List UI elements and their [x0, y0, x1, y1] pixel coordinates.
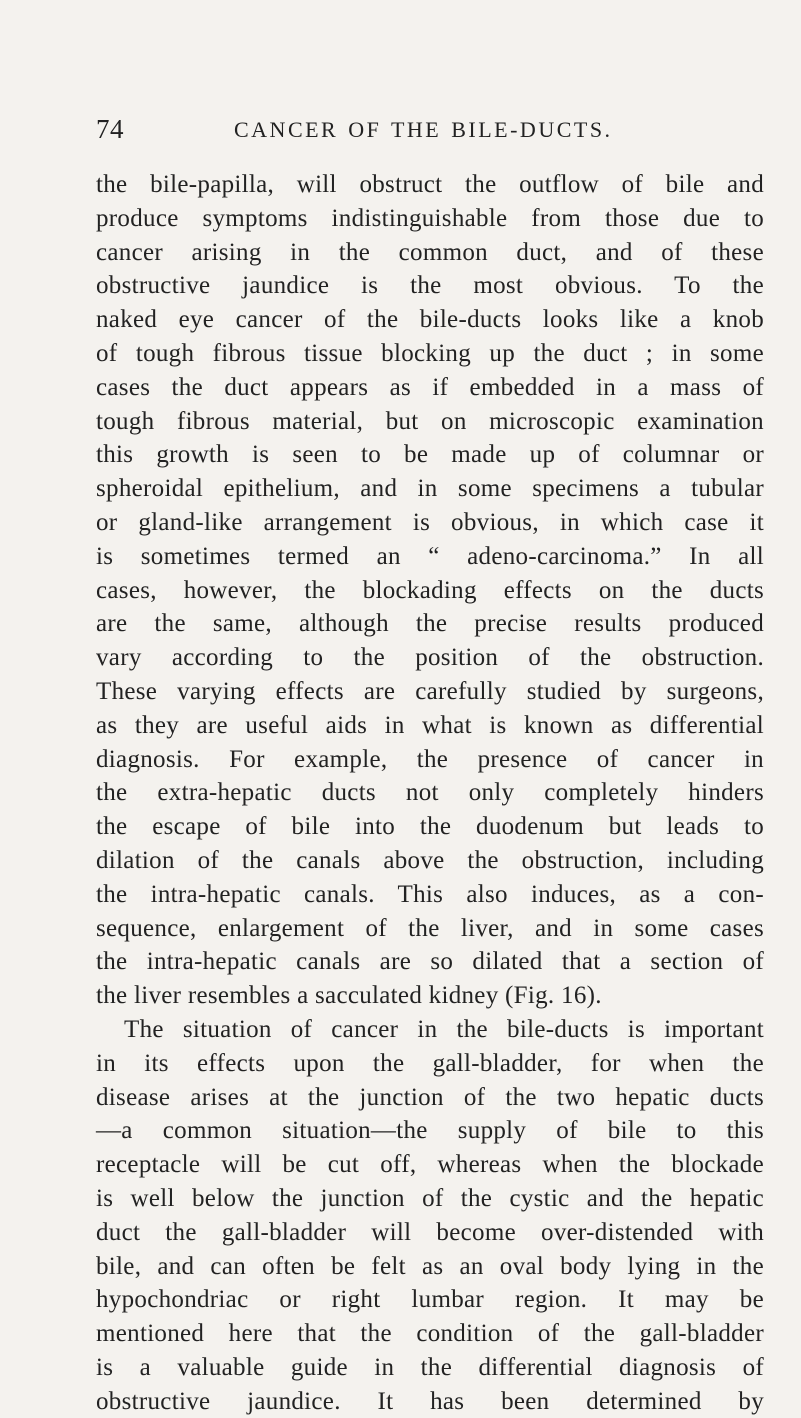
text-line: the escape of bile into the duodenum but leads to	[96, 813, 764, 841]
text-line: is sometimes termed an “ adeno-carcinoma.” In all	[96, 542, 764, 570]
text-line: the liver resembles a sacculated kidney (Fig. 16).	[96, 982, 602, 1010]
text-line: the intra-hepatic canals. This also induces, as a con-	[96, 880, 764, 908]
page-number: 74	[96, 114, 124, 144]
text-line: naked eye cancer of the bile-ducts looks like a knob	[96, 306, 764, 334]
text-line: the extra-hepatic ducts not only completely hinders	[96, 779, 764, 807]
text-line: in its effects upon the gall-bladder, for when the	[96, 1049, 764, 1077]
text-line: cases, however, the blockading effects on the ducts	[96, 576, 764, 604]
text-line: cases the duct appears as if embedded in a mass of	[96, 373, 764, 401]
text-line: produce symptoms indistinguishable from those due to	[96, 204, 764, 232]
text-line: diagnosis. For example, the presence of cancer in	[96, 745, 764, 773]
text-line: —a common situation—the supply of bile to this	[96, 1117, 764, 1145]
text-line: receptacle will be cut off, whereas when the blockade	[96, 1151, 764, 1179]
text-line: the bile-papilla, will obstruct the outflow of bile and	[96, 171, 764, 198]
text-line: the intra-hepatic canals are so dilated that a section of	[96, 948, 764, 976]
body-text	[96, 168, 764, 1418]
page-header	[96, 114, 753, 154]
text-line: sequence, enlargement of the liver, and in some cases	[96, 914, 764, 942]
text-line: These varying effects are carefully studied by surgeons,	[96, 677, 764, 705]
text-line: as they are useful aids in what is known as differential	[96, 711, 764, 739]
text-line: The situation of cancer in the bile-ducts is important	[124, 1015, 764, 1043]
running-head: CANCER OF THE BILE-DUCTS.	[234, 117, 613, 142]
text-line: of tough fibrous tissue blocking up the duct ; in some	[96, 339, 764, 367]
text-line: disease arises at the junction of the two hepatic ducts	[96, 1083, 764, 1111]
text-line: or gland-like arrangement is obvious, in which case it	[96, 508, 764, 536]
text-line: hypochondriac or right lumbar region. It may be	[96, 1286, 764, 1314]
text-line: spheroidal epithelium, and in some specimens a tubular	[96, 475, 764, 503]
text-line: duct the gall-bladder will become over-distended with	[96, 1218, 764, 1246]
text-line: is well below the junction of the cystic and the hepatic	[96, 1184, 764, 1212]
text-line: are the same, although the precise results produced	[96, 610, 764, 638]
text-line: bile, and can often be felt as an oval body lying in the	[96, 1252, 764, 1280]
text-line: tough fibrous material, but on microscopic examination	[96, 407, 764, 435]
text-line: this growth is seen to be made up of columnar or	[96, 441, 764, 469]
text-line: obstructive jaundice. It has been determined by	[96, 1387, 764, 1415]
text-line: dilation of the canals above the obstruction, including	[96, 846, 764, 874]
text-line: mentioned here that the condition of the gall-bladder	[96, 1320, 764, 1348]
text-line: cancer arising in the common duct, and of these	[96, 238, 764, 266]
text-line: vary according to the position of the obstruction.	[96, 644, 764, 672]
text-line: is a valuable guide in the differential diagnosis of	[96, 1353, 764, 1381]
text-line: obstructive jaundice is the most obvious. To the	[96, 272, 764, 300]
